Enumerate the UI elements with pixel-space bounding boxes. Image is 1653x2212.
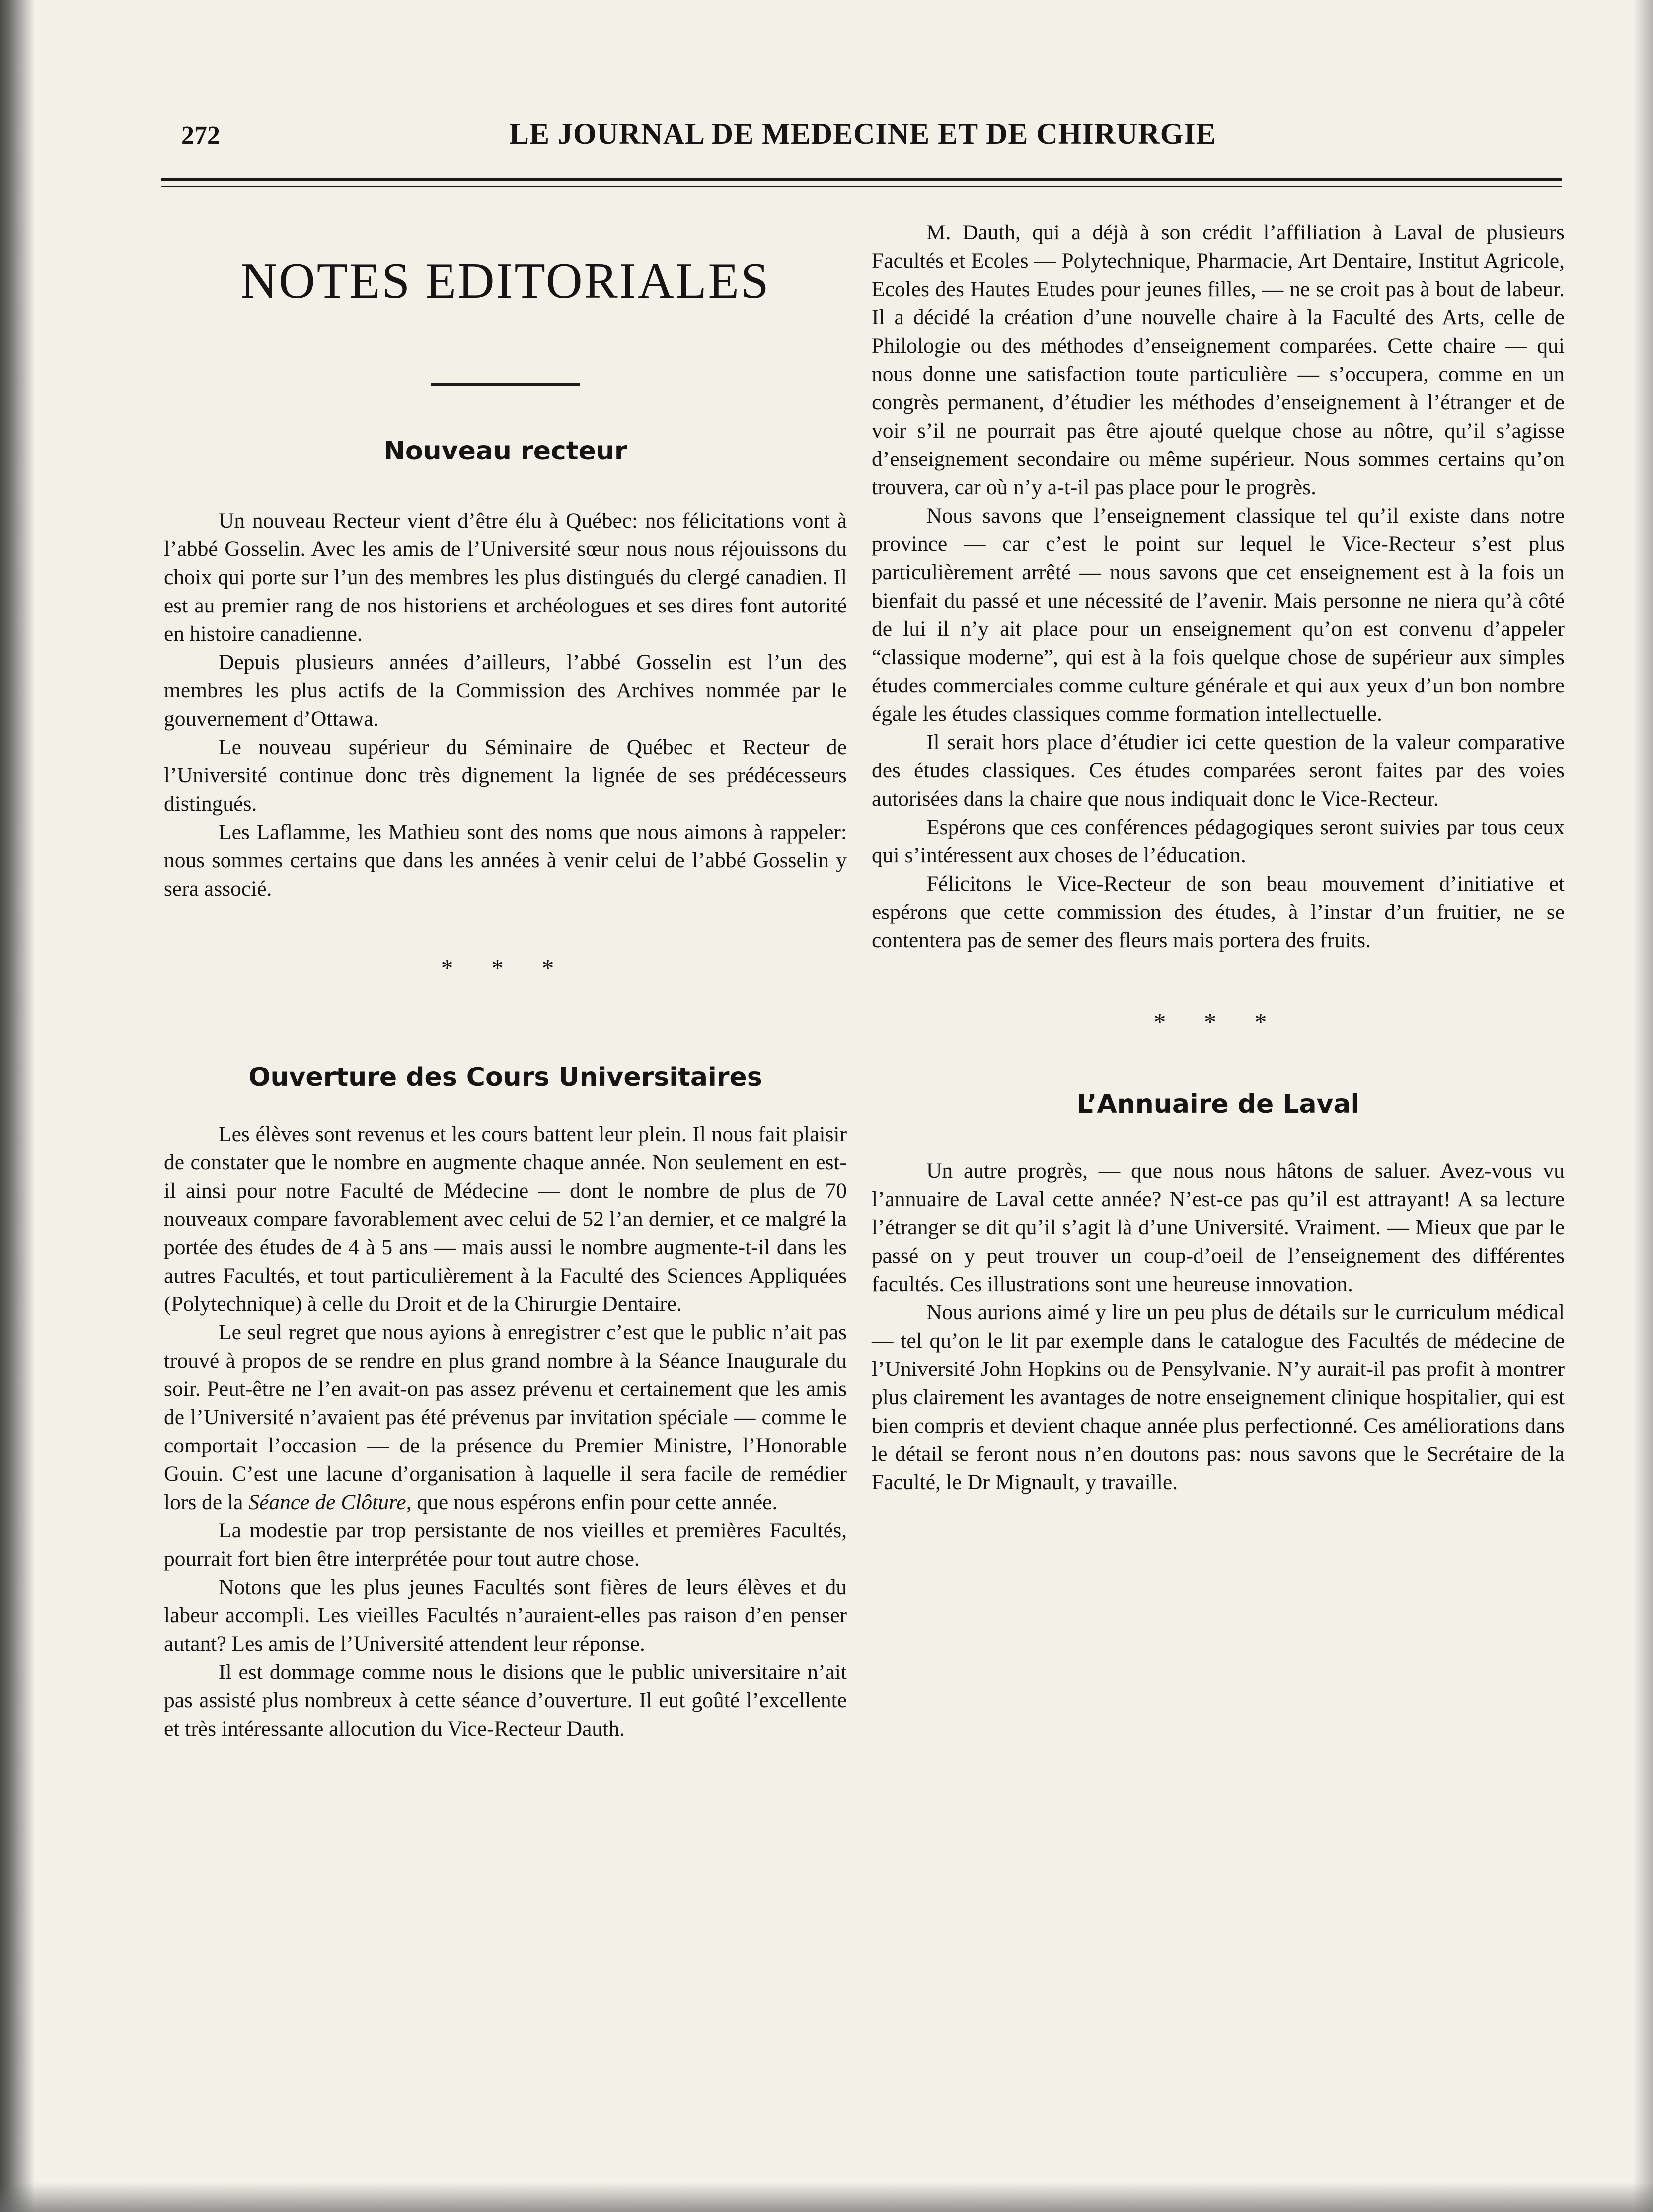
title-rule xyxy=(431,383,580,386)
scan-edge-shadow-left xyxy=(0,0,35,2212)
paragraph: Les Laflamme, les Mathieu sont des noms que nous aimons à rappeler: nous sommes certains que dans les années à venir celui de l’abbé Gosselin y sera associé. xyxy=(164,820,847,901)
scan-edge-shadow-right xyxy=(1633,0,1653,2212)
paragraph: La modestie par trop persistante de nos vieilles et premières Facultés, pourrait fort bien être interprétée pour tout autre chose. xyxy=(164,1518,847,1571)
main-title: NOTES EDITORIALES xyxy=(240,253,770,309)
paragraph: Notons que les plus jeunes Facultés sont fières de leurs élèves et du labeur accompli. Les vieilles Facultés n’auraient-elles pas raison d’en penser autant? Les amis de l’Université attendent leur réponse. xyxy=(164,1575,847,1656)
seance-cloture-italic: Séance de Clôture, xyxy=(248,1490,412,1514)
scan-edge-shadow-bottom xyxy=(0,2182,1653,2212)
section-heading-ouverture-cours: Ouverture des Cours Universitaires xyxy=(248,1062,762,1092)
running-head xyxy=(161,112,1562,156)
paragraph: Il est dommage comme nous le disions que le public universitaire n’ait pas assisté plus nombreux à cette séance d’ouverture. Il eut goûté l’excellente et très intéressante allocution du Vice-Recteur Dauth. xyxy=(164,1660,847,1741)
paragraph: M. Dauth, qui a déjà à son crédit l’affiliation à Laval de plusieurs Facultés et Ecoles — Polytechnique, Pharmacie, Art Dentaire, Institut Agricole, Ecoles des Hautes Etudes pour jeunes filles, — ne se croit pas à bout de labeur. Il a décidé la création d’une nouvelle chaire à la Faculté des Arts, celle de Philologie ou des méthodes d’enseignement comparées. Cette chaire — qui nous donne une satisfaction toute particulière — s’occupera, comme en un congrès permanent, d’étudier les méthodes d’enseignement à l’étranger et de voir s’il ne pourrait pas être ajouté quelque chose au nôtre, qu’il s’agisse d’enseignement secondaire ou même supérieur. Nous sommes certains qu’on trouvera, car où n’y a-t-il pas place pour le progrès. xyxy=(872,221,1565,499)
right-column xyxy=(872,219,1565,1497)
header-rule-thick xyxy=(161,178,1562,181)
page-number: 272 xyxy=(181,121,220,150)
paragraph: Nous aurions aimé y lire un peu plus de détails sur le curriculum médical — tel qu’on le lit par exemple dans le catalogue des Facultés de médecine de l’Université John Hopkins ou de Pensylvanie. N’y aurait-il pas profit à montrer plus clairement les avantages de notre enseignement clinique hospitalier, qui est bien compris et devient chaque année plus perfectionné. Ces améliorations dans le détail se feront nous n’en doutons pas: nous savons que le Secrétaire de la Faculté, le Dr Mignault, y travaille. xyxy=(872,1300,1565,1495)
paragraph: Il serait hors place d’étudier ici cette question de la valeur comparative des études classiques. Ces études comparées seront faites par des voies autorisées dans la chaire que nous indiquait donc le Vice-Recteur. xyxy=(872,730,1565,811)
section-heading-annuaire-laval: L’Annuaire de Laval xyxy=(1076,1089,1360,1119)
left-column xyxy=(164,209,847,1743)
section-heading-nouveau-recteur: Nouveau recteur xyxy=(383,436,627,466)
paragraph: Le nouveau supérieur du Séminaire de Québec et Recteur de l’Université continue donc très dignement la lignée de ses prédécesseurs distingués. xyxy=(164,735,847,816)
header-rule-thin xyxy=(161,186,1562,187)
paragraph: Un nouveau Recteur vient d’être élu à Québec: nos félicitations vont à l’abbé Gosselin. Avec les amis de l’Université sœur nous nous réjouissons du choix qui porte sur l’un des membres les plus distingués du clergé canadien. Il est au premier rang de nos historiens et archéologues et ses dires font autorité en histoire canadienne. xyxy=(164,508,847,646)
paragraph: Nous savons que l’enseignement classique tel qu’il existe dans notre province — car c’est le point sur lequel le Vice-Recteur s’est plus particulièrement arrêté — nous savons que cet enseignement est à la fois un bienfait du passé et une nécessité de l’avenir. Mais personne ne niera qu’à côté de lui il n’y ait place pour un enseignement qu’on est convenu d’appeler “classique moderne”, qui est à la fois quelque chose de supérieur aux simples études commerciales comme culture générale et qui aux yeux d’un bon nombre égale les études classiques comme formation intellectuelle. xyxy=(872,504,1565,726)
paragraph-tail: que nous espérons enfin pour cette année. xyxy=(411,1490,778,1514)
section-separator: * * * xyxy=(441,953,570,982)
section-separator: * * * xyxy=(1153,1008,1283,1036)
paragraph-text: Le seul regret que nous ayions à enregistrer c’est que le public n’ait pas trouvé à propos de se rendre en plus grand nombre à la Séance Inaugurale du soir. Peut-être ne l’en avait-on pas assez prévenu et certainement que les amis de l’Université n’avaient pas été prévenus par invitation spéciale — comme le comportait l’occasion — de la présence du Premier Ministre, l’Honorable Gouin. C’est une lacune d’organisation à laquelle il sera facile de remédier lors de la xyxy=(164,1320,847,1514)
paragraph: Les élèves sont revenus et les cours battent leur plein. Il nous fait plaisir de constater que le nombre en augmente chaque année. Non seulement en est-il ainsi pour notre Faculté de Médecine — dont le nombre de plus de 70 nouveaux compare favorablement avec celui de 52 l’an dernier, et ce malgré la portée des études de 4 à 5 ans — mais aussi le nombre augmente-t-il dans les autres Facultés, et tout particulièrement à la Faculté des Sciences Appliquées (Polytechnique) à celle du Droit et de la Chirurgie Dentaire. xyxy=(164,1122,847,1316)
paragraph: Espérons que ces conférences pédagogiques seront suivies par tous ceux qui s’intéressent aux choses de l’éducation. xyxy=(872,815,1565,867)
paragraph xyxy=(164,1318,847,1517)
paragraph: Depuis plusieurs années d’ailleurs, l’abbé Gosselin est l’un des membres les plus actifs de la Commission des Archives nommée par le gouvernement d’Ottawa. xyxy=(164,650,847,731)
paragraph: Un autre progrès, — que nous nous hâtons de saluer. Avez-vous vu l’annuaire de Laval cette année? N’est-ce pas qu’il est attrayant! A sa lecture l’étranger se dit qu’il s’agit là d’une Université. Vraiment. — Mieux que par le passé on y peut trouver un coup-d’oeil de l’enseignement des différentes facultés. Ces illustrations sont une heureuse innovation. xyxy=(872,1159,1565,1297)
paragraph: Félicitons le Vice-Recteur de son beau mouvement d’initiative et espérons que cette commission des études, à l’instar d’un fruitier, ne se contentera pas de semer des fleurs mais portera des fruits. xyxy=(872,872,1565,952)
journal-title: LE JOURNAL DE MEDECINE ET DE CHIRURGIE xyxy=(509,117,1216,150)
